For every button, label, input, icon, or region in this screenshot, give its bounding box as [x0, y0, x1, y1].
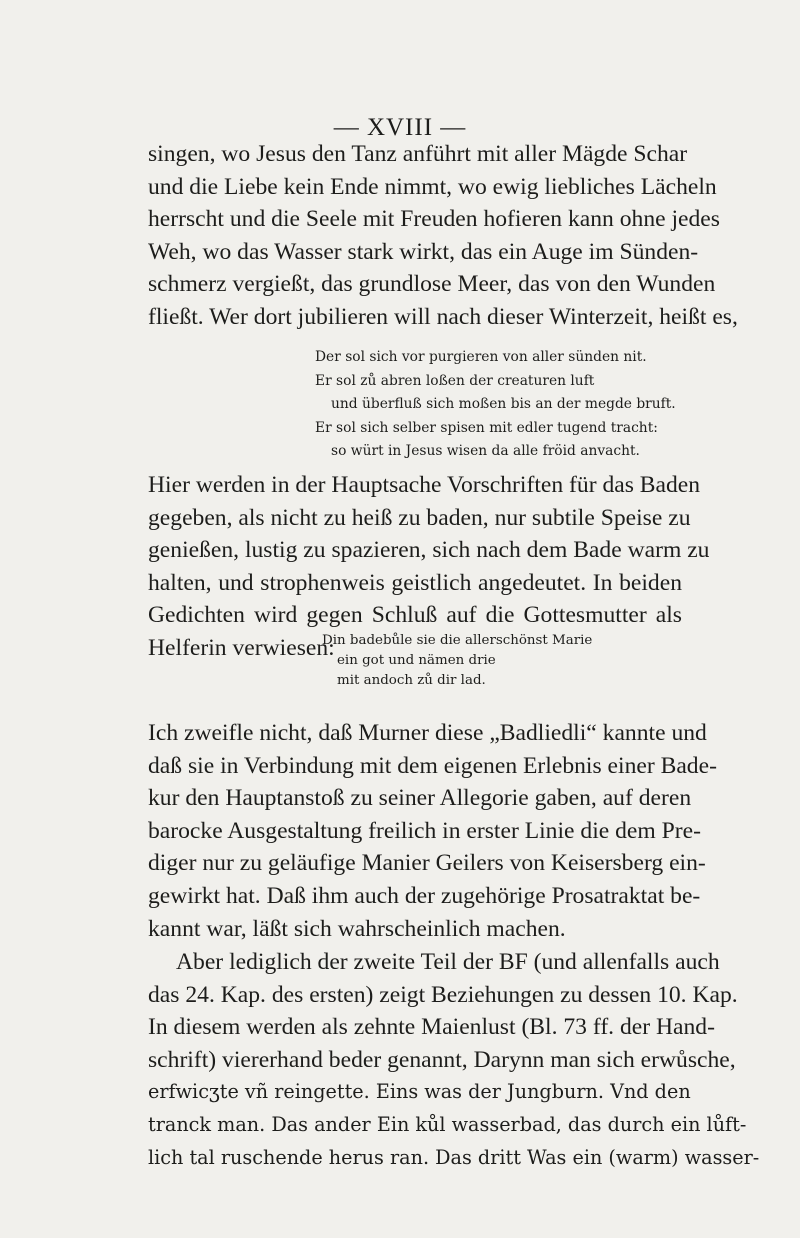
quoted-verse-2 — [322, 631, 592, 691]
text-line: und die Liebe kein Ende nimmt, wo ewig liebliches Lächeln — [148, 173, 717, 200]
text-line: gegeben, als nicht zu heiß zu baden, nur subtile Speise zu — [148, 504, 691, 531]
paragraph-murner — [148, 717, 717, 945]
verse-line: so würt in Jesus wisen da alle fröid anvacht. — [331, 443, 640, 459]
text-line: lich tal ruschende herus ran. Das dritt Was ein (warm) wasser- — [148, 1145, 760, 1169]
verse-line: mit andoch zů dir lad. — [337, 673, 486, 688]
text-line: kur den Hauptanstoß zu seiner Allegorie gaben, auf deren — [148, 785, 692, 812]
paragraph-second-part — [148, 946, 760, 1174]
text-line: Weh, wo das Wasser stark wirkt, das ein Auge im Sünden- — [148, 238, 699, 265]
text-line: Helferin verwiesen: — [148, 634, 335, 661]
text-line: gewirkt hat. Daß ihm auch der zugehörige Prosatraktat be- — [148, 882, 701, 909]
quoted-verse-1 — [315, 346, 676, 464]
verse-line: Er sol zů abren loßen der creaturen luft — [315, 372, 595, 389]
text-line: herrscht und die Seele mit Freuden hofieren kann ohne jedes — [148, 206, 720, 233]
text-line: das 24. Kap. des ersten) zeigt Beziehungen zu dessen 10. Kap. — [148, 981, 738, 1008]
text-line: halten, und strophenweis geistlich angedeutet. In beiden — [148, 569, 682, 596]
text-line: Gedichten wird gegen Schluß auf die Gottesmutter als — [148, 602, 682, 629]
text-line: daß sie in Verbindung mit dem eigenen Erlebnis einer Bade- — [148, 752, 717, 779]
text-line: diger nur zu geläufige Manier Geilers von Keisersberg ein- — [148, 850, 706, 877]
text-line: Hier werden in der Hauptsache Vorschriften für das Baden — [148, 472, 701, 498]
text-line: fließt. Wer dort jubilieren will nach dieser Winterzeit, heißt es, — [148, 303, 738, 330]
text-line: In diesem werden als zehnte Maienlust (Bl. 73 ff. der Hand- — [148, 1014, 715, 1041]
verse-line: Er sol sich selber spisen mit edler tugend tracht: — [315, 419, 658, 436]
text-line: genießen, lustig zu spazieren, sich nach dem Bade warm zu — [148, 537, 710, 564]
text-line: schmerz vergießt, das grundlose Meer, das von den Wunden — [148, 271, 716, 298]
text-line: tranck man. Das ander Ein kůl wasserbad, das durch ein lůft- — [148, 1112, 747, 1136]
text-line: singen, wo Jesus den Tanz anführt mit aller Mägde Schar — [148, 141, 688, 167]
paragraph-intro — [148, 138, 738, 334]
text-line: erfwicʒte vñ reingette. Eins was der Jungburn. Vnd den — [148, 1080, 691, 1104]
text-line: Aber lediglich der zweite Teil der BF (und allenfalls auch — [176, 949, 720, 975]
text-line: kannt war, läßt sich wahrscheinlich machen. — [148, 915, 566, 942]
text-line: schrift) viererhand beder genannt, Darynn man sich erwůsche, — [148, 1046, 736, 1073]
verse-line: und überfluß sich moßen bis an der megde bruft. — [331, 396, 676, 412]
text-line: barocke Ausgestaltung freilich in erster Linie die dem Pre- — [148, 817, 701, 844]
verse-line: ein got und nämen drie — [337, 653, 496, 668]
text-line: Ich zweifle nicht, daß Murner diese „Badliedli“ kannte und — [148, 720, 707, 746]
verse-line: Der sol sich vor purgieren von aller sünden nit. — [315, 349, 647, 365]
verse-line: Din badebůle sie die allerschönst Marie — [322, 633, 593, 648]
page-number: — XVIII — — [333, 114, 467, 141]
